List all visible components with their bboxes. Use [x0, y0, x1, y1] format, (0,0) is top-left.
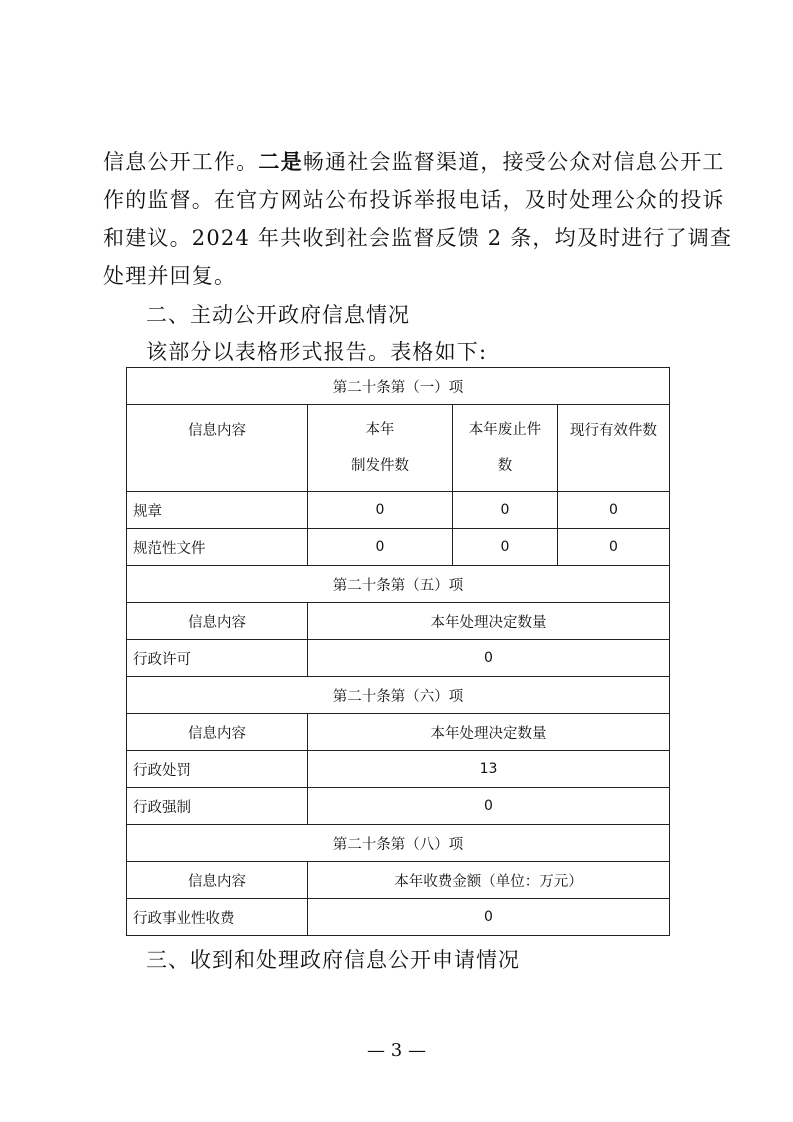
section-title-5: 第二十条第（五）项: [127, 566, 670, 603]
table-row: [127, 492, 670, 529]
cell-new: 0: [308, 492, 453, 529]
header-content: 信息内容: [127, 603, 308, 640]
section-title-6: 第二十条第（六）项: [127, 677, 670, 714]
body-line-3: 和建议。2024 年共收到社会监督反馈 2 条，均及时进行了调查: [103, 226, 733, 250]
header-fee-amount: 本年收费金额（单位：万元）: [308, 862, 670, 899]
table-row: [127, 640, 670, 677]
table-row: [127, 529, 670, 566]
section-2-heading: 二、主动公开政府信息情况: [146, 303, 410, 327]
section-3-heading: 三、收到和处理政府信息公开申请情况: [146, 948, 520, 972]
bold-lead-text: 二是: [258, 150, 303, 174]
header-valid: 现行有效件数: [558, 405, 670, 492]
body-line-1: [103, 146, 725, 176]
row-label: 行政强制: [127, 788, 308, 825]
cell-value: 13: [308, 751, 670, 788]
section-title-1: 第二十条第（一）项: [127, 368, 670, 405]
section-title-8: 第二十条第（八）项: [127, 825, 670, 862]
cell-value: 0: [308, 640, 670, 677]
header-abolished-line2: 数: [497, 458, 513, 474]
header-content: 信息内容: [127, 714, 308, 751]
header-content: 信息内容: [127, 862, 308, 899]
header-new-issued-line1: 本年: [365, 422, 395, 438]
cell-valid: 0: [558, 492, 670, 529]
body-line-1-prefix: 信息公开工作。: [103, 150, 259, 174]
header-new-issued-line2: 制发件数: [351, 458, 409, 474]
cell-value: 0: [308, 899, 670, 936]
cell-abolished: 0: [453, 529, 558, 566]
body-line-4: 处理并回复。: [103, 264, 237, 288]
header-abolished-line1: 本年废止件: [468, 422, 542, 438]
row-label: 行政事业性收费: [127, 899, 308, 936]
page-number: — 3 —: [367, 1040, 426, 1061]
row-label: 行政处罚: [127, 751, 308, 788]
table-row: [127, 751, 670, 788]
table-intro-text: 该部分以表格形式报告。表格如下:: [146, 340, 488, 364]
header-decision-count: 本年处理决定数量: [308, 714, 670, 751]
cell-valid: 0: [558, 529, 670, 566]
disclosure-table: [126, 367, 670, 936]
header-content: 信息内容: [127, 405, 308, 492]
table-row: [127, 899, 670, 936]
row-label: 规范性文件: [127, 529, 308, 566]
header-decision-count: 本年处理决定数量: [308, 603, 670, 640]
row-label: 规章: [127, 492, 308, 529]
cell-value: 0: [308, 788, 670, 825]
header-new-issued: [308, 405, 453, 492]
cell-new: 0: [308, 529, 453, 566]
body-line-1-suffix: 畅通社会监督渠道，接受公众对信息公开工: [302, 150, 725, 174]
body-line-2: 作的监督。在官方网站公布投诉举报电话，及时处理公众的投诉: [103, 188, 725, 212]
header-abolished: [453, 405, 558, 492]
table-row: [127, 788, 670, 825]
row-label: 行政许可: [127, 640, 308, 677]
cell-abolished: 0: [453, 492, 558, 529]
